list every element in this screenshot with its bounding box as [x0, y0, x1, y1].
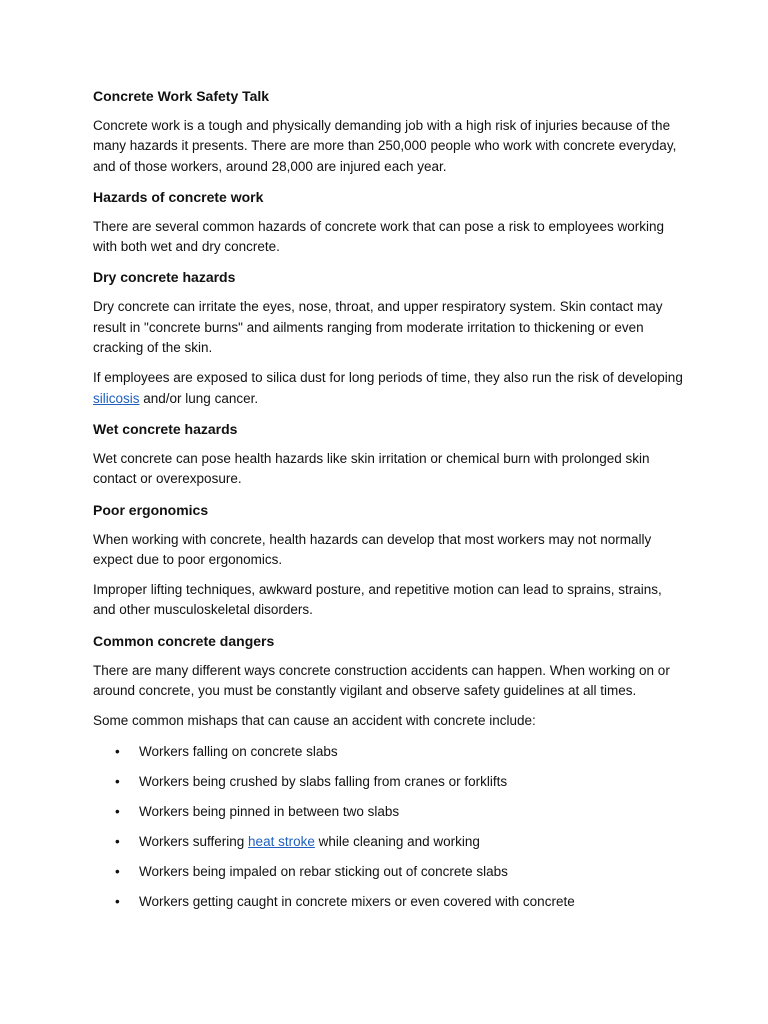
heat-stroke-link[interactable]: heat stroke	[248, 833, 315, 849]
list-item	[93, 742, 683, 762]
dry-concrete-heading: Dry concrete hazards	[93, 269, 236, 286]
bullet-icon: •	[115, 803, 120, 819]
dangers-heading: Common concrete dangers	[93, 632, 275, 649]
hazards-heading: Hazards of concrete work	[93, 188, 264, 205]
list-item	[93, 802, 683, 822]
mishaps-list	[93, 742, 683, 913]
list-item-text: Workers getting caught in concrete mixers or even covered with concrete	[139, 894, 575, 910]
document-title: Concrete Work Safety Talk	[93, 88, 270, 104]
intro-paragraph: Concrete work is a tough and physically demanding job with a high risk of injuries because of the many hazards it presents. There are more than 250,000 people who work with concrete everyday, and of those workers, around 28,000 are injured each year.	[93, 118, 677, 174]
dry-concrete-paragraph: Dry concrete can irritate the eyes, nose, throat, and upper respiratory system. Skin contact may result in "concrete burns" and ailments ranging from moderate irritation to thickening or even cracking of the skin.	[93, 299, 663, 356]
list-item	[93, 772, 683, 792]
list-item-text: Workers being crushed by slabs falling from cranes or forklifts	[139, 773, 508, 789]
silica-text-before: If employees are exposed to silica dust for long periods of time, they also run the risk of developing	[93, 370, 683, 386]
hazards-paragraph: There are several common hazards of concrete work that can pose a risk to employees working with both wet and dry concrete.	[93, 218, 665, 255]
bullet-icon: •	[115, 894, 120, 910]
bullet-icon: •	[115, 864, 120, 880]
wet-concrete-heading: Wet concrete hazards	[93, 420, 238, 437]
list-item	[93, 832, 683, 852]
dangers-paragraph-2: Some common mishaps that can cause an accident with concrete include:	[93, 713, 536, 729]
wet-concrete-paragraph: Wet concrete can pose health hazards like skin irritation or chemical burn with prolonged skin contact or overexposure.	[93, 450, 650, 487]
silica-text-after: and/or lung cancer.	[139, 390, 259, 406]
bullet-icon: •	[115, 743, 120, 759]
silica-paragraph	[93, 368, 683, 409]
list-item-text-after: while cleaning and working	[314, 833, 480, 849]
bullet-icon: •	[115, 773, 120, 789]
bullet-icon: •	[115, 833, 120, 849]
list-item-text: Workers falling on concrete slabs	[139, 743, 338, 759]
document-page	[93, 86, 683, 922]
list-item	[93, 862, 683, 882]
ergonomics-paragraph-1: When working with concrete, health hazards can develop that most workers may not normally expect due to poor ergonomics.	[93, 531, 652, 567]
silicosis-link[interactable]: silicosis	[93, 390, 140, 406]
dangers-paragraph-1: There are many different ways concrete construction accidents can happen. When working on or around concrete, you must be constantly vigilant and observe safety guidelines at all times.	[93, 662, 670, 699]
list-item	[93, 892, 683, 912]
ergonomics-paragraph-2: Improper lifting techniques, awkward posture, and repetitive motion can lead to sprains, strains, and other musculoskeletal disorders.	[93, 582, 662, 618]
list-item-text: Workers being pinned in between two slabs	[139, 803, 400, 819]
list-item-text-before: Workers suffering	[139, 833, 249, 849]
ergonomics-heading: Poor ergonomics	[93, 501, 209, 518]
list-item-text: Workers being impaled on rebar sticking out of concrete slabs	[139, 864, 508, 880]
